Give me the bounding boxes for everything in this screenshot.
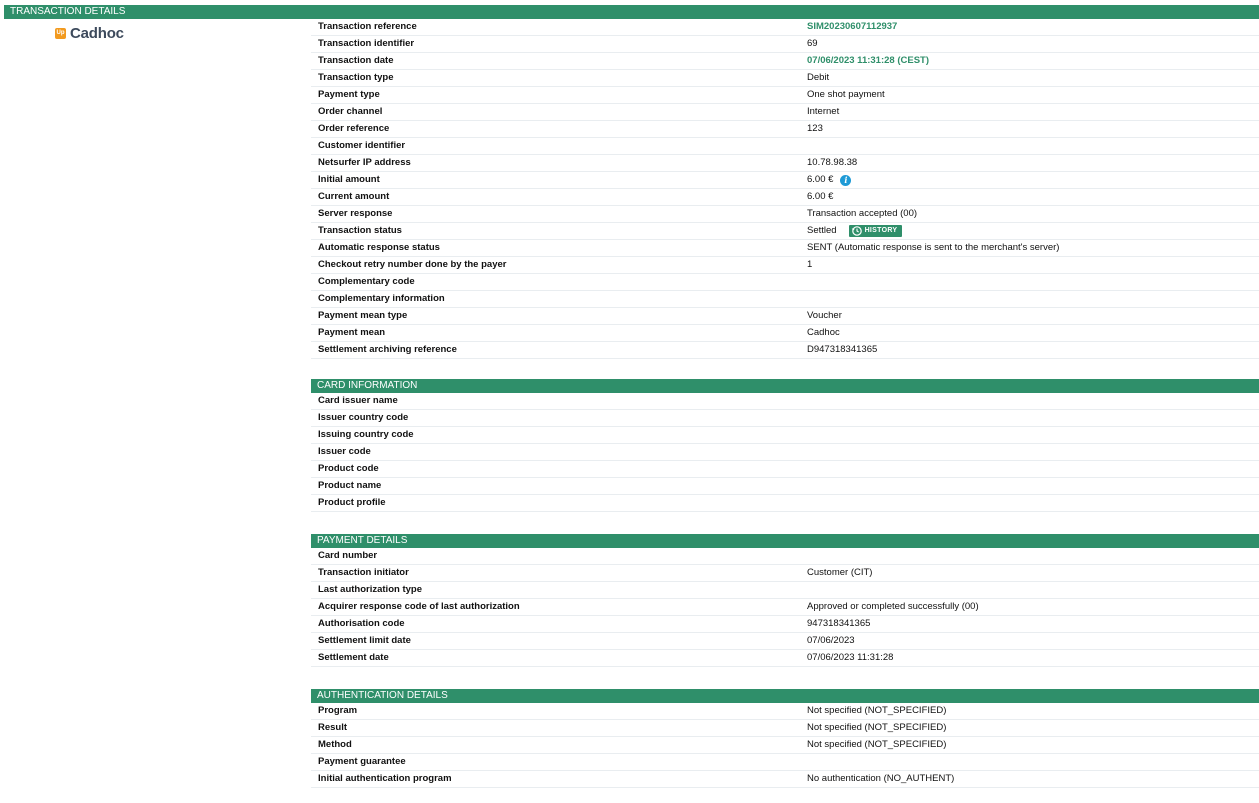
field-label: Product code bbox=[318, 463, 379, 474]
row-server-response bbox=[311, 206, 1259, 223]
field-label: Last authorization type bbox=[318, 584, 422, 595]
row-customer-identifier bbox=[311, 138, 1259, 155]
field-value-text: 123 bbox=[807, 123, 823, 134]
field-label: Transaction identifier bbox=[318, 38, 415, 49]
row-authorisation-code bbox=[311, 616, 1259, 633]
field-value-text: Internet bbox=[807, 106, 840, 117]
field-value-text: 07/06/2023 11:31:28 (CEST) bbox=[807, 55, 929, 66]
row-netsurfer-ip-address bbox=[311, 155, 1259, 172]
field-value-text: Voucher bbox=[807, 310, 842, 321]
field-label: Settlement date bbox=[318, 652, 389, 663]
field-label: Payment type bbox=[318, 89, 380, 100]
row-transaction-status bbox=[311, 223, 1259, 240]
card-information-rows bbox=[311, 393, 1259, 512]
authentication-details-rows bbox=[311, 703, 1259, 788]
logo-name: Cadhoc bbox=[70, 24, 124, 42]
row-initial-authentication-program bbox=[311, 771, 1259, 788]
card-information-header: CARD INFORMATION bbox=[311, 379, 1259, 393]
top-section-header bbox=[4, 5, 1259, 19]
row-order-channel bbox=[311, 104, 1259, 121]
top-section-title: TRANSACTION DETAILS bbox=[10, 6, 126, 17]
row-result bbox=[311, 720, 1259, 737]
field-label: Server response bbox=[318, 208, 393, 219]
row-transaction-initiator bbox=[311, 565, 1259, 582]
payment-details-section bbox=[311, 534, 1259, 667]
field-value bbox=[807, 87, 885, 103]
row-transaction-type bbox=[311, 70, 1259, 87]
field-value-text: Transaction accepted (00) bbox=[807, 208, 918, 219]
field-label: Complementary information bbox=[318, 293, 445, 304]
field-value bbox=[807, 206, 917, 222]
field-value-text: D947318341365 bbox=[807, 344, 878, 355]
field-value bbox=[807, 19, 897, 35]
field-label: Payment mean bbox=[318, 327, 386, 338]
field-value-text: Debit bbox=[807, 72, 830, 83]
field-label: Card number bbox=[318, 550, 378, 561]
row-current-amount bbox=[311, 189, 1259, 206]
row-complementary-information bbox=[311, 291, 1259, 308]
field-label: Product name bbox=[318, 480, 382, 491]
field-value bbox=[807, 599, 979, 615]
row-method bbox=[311, 737, 1259, 754]
field-label: Transaction reference bbox=[318, 21, 417, 32]
row-product-code bbox=[311, 461, 1259, 478]
field-label: Customer identifier bbox=[318, 140, 406, 151]
row-settlement-limit-date bbox=[311, 633, 1259, 650]
row-product-name bbox=[311, 478, 1259, 495]
row-acquirer-response-code-of-last-authorization bbox=[311, 599, 1259, 616]
field-value bbox=[807, 172, 851, 188]
field-label: Transaction status bbox=[318, 225, 402, 236]
field-value bbox=[807, 342, 877, 358]
field-label: Order reference bbox=[318, 123, 390, 134]
transaction-section bbox=[311, 19, 1259, 359]
field-value bbox=[807, 70, 829, 86]
history-clock-icon bbox=[851, 225, 863, 237]
row-transaction-reference bbox=[311, 19, 1259, 36]
field-value bbox=[807, 325, 840, 341]
field-value bbox=[807, 240, 1059, 256]
field-label: Authorisation code bbox=[318, 618, 405, 629]
field-label: Result bbox=[318, 722, 348, 733]
field-value bbox=[807, 189, 833, 205]
field-value-text: 6.00 € bbox=[807, 191, 834, 202]
field-value bbox=[807, 616, 870, 632]
row-payment-mean bbox=[311, 325, 1259, 342]
field-value-text: Customer (CIT) bbox=[807, 567, 873, 578]
row-transaction-date bbox=[311, 53, 1259, 70]
field-value-text: Not specified (NOT_SPECIFIED) bbox=[807, 722, 947, 733]
field-label: Card issuer name bbox=[318, 395, 398, 406]
field-value bbox=[807, 703, 946, 719]
field-value-text: 947318341365 bbox=[807, 618, 871, 629]
field-value-text: Settled bbox=[807, 225, 837, 236]
field-value-text: 07/06/2023 11:31:28 bbox=[807, 652, 894, 663]
field-value-text: 69 bbox=[807, 38, 818, 49]
field-value-text: 10.78.98.38 bbox=[807, 157, 858, 168]
field-label: Initial authentication program bbox=[318, 773, 452, 784]
row-payment-type bbox=[311, 87, 1259, 104]
field-value-text: No authentication (NO_AUTHENT) bbox=[807, 773, 955, 784]
field-label: Complementary code bbox=[318, 276, 415, 287]
field-label: Issuer code bbox=[318, 446, 371, 457]
row-issuing-country-code bbox=[311, 427, 1259, 444]
field-label: Transaction type bbox=[318, 72, 394, 83]
field-value-text: Approved or completed successfully (00) bbox=[807, 601, 979, 612]
row-checkout-retry-number-done-by-the-payer bbox=[311, 257, 1259, 274]
field-value bbox=[807, 565, 872, 581]
row-card-number bbox=[311, 548, 1259, 565]
field-label: Settlement archiving reference bbox=[318, 344, 457, 355]
cadhoc-logo bbox=[55, 25, 124, 41]
field-label: Automatic response status bbox=[318, 242, 440, 253]
row-settlement-date bbox=[311, 650, 1259, 667]
row-last-authorization-type bbox=[311, 582, 1259, 599]
row-card-issuer-name bbox=[311, 393, 1259, 410]
payment-details-rows bbox=[311, 548, 1259, 667]
payment-details-header: PAYMENT DETAILS bbox=[311, 534, 1259, 548]
card-information-section bbox=[311, 379, 1259, 512]
field-label: Checkout retry number done by the payer bbox=[318, 259, 507, 270]
field-value-text: 07/06/2023 bbox=[807, 635, 855, 646]
row-settlement-archiving-reference bbox=[311, 342, 1259, 359]
field-value-text: Not specified (NOT_SPECIFIED) bbox=[807, 739, 947, 750]
field-label: Method bbox=[318, 739, 352, 750]
transaction-rows bbox=[311, 19, 1259, 359]
field-label: Order channel bbox=[318, 106, 383, 117]
field-value bbox=[807, 308, 842, 324]
field-value bbox=[807, 737, 946, 753]
field-value-text: 6.00 € bbox=[807, 174, 834, 185]
field-value bbox=[807, 155, 857, 171]
field-label: Issuer country code bbox=[318, 412, 409, 423]
row-complementary-code bbox=[311, 274, 1259, 291]
field-value bbox=[807, 771, 954, 787]
field-label: Transaction date bbox=[318, 55, 394, 66]
field-value bbox=[807, 633, 855, 649]
row-issuer-code bbox=[311, 444, 1259, 461]
row-order-reference bbox=[311, 121, 1259, 138]
row-initial-amount bbox=[311, 172, 1259, 189]
field-label: Settlement limit date bbox=[318, 635, 411, 646]
field-value-text: Cadhoc bbox=[807, 327, 840, 338]
field-label: Product profile bbox=[318, 497, 386, 508]
row-product-profile bbox=[311, 495, 1259, 512]
info-icon[interactable]: i bbox=[840, 175, 851, 186]
authentication-details-header: AUTHENTICATION DETAILS bbox=[311, 689, 1259, 703]
row-issuer-country-code bbox=[311, 410, 1259, 427]
field-value bbox=[807, 720, 946, 736]
row-transaction-identifier bbox=[311, 36, 1259, 53]
field-label: Netsurfer IP address bbox=[318, 157, 411, 168]
field-label: Transaction initiator bbox=[318, 567, 409, 578]
field-label: Issuing country code bbox=[318, 429, 414, 440]
field-value-text: One shot payment bbox=[807, 89, 885, 100]
row-payment-guarantee bbox=[311, 754, 1259, 771]
row-automatic-response-status bbox=[311, 240, 1259, 257]
row-program bbox=[311, 703, 1259, 720]
field-value-text: 1 bbox=[807, 259, 813, 270]
field-label: Initial amount bbox=[318, 174, 380, 185]
field-value bbox=[807, 121, 823, 137]
history-button-label: HISTORY bbox=[864, 227, 898, 234]
field-value bbox=[807, 257, 812, 273]
field-value bbox=[807, 104, 839, 120]
field-value bbox=[807, 36, 818, 52]
field-value-text: SIM20230607112937 bbox=[807, 21, 898, 32]
field-value bbox=[807, 223, 902, 239]
field-value bbox=[807, 650, 893, 666]
field-value-text: Not specified (NOT_SPECIFIED) bbox=[807, 705, 947, 716]
row-payment-mean-type bbox=[311, 308, 1259, 325]
field-value-text: SENT (Automatic response is sent to the merchant's server) bbox=[807, 242, 1060, 253]
field-label: Payment mean type bbox=[318, 310, 408, 321]
field-label: Payment guarantee bbox=[318, 756, 406, 767]
field-label: Program bbox=[318, 705, 358, 716]
field-label: Acquirer response code of last authorization bbox=[318, 601, 520, 612]
up-logo-icon: Up bbox=[55, 28, 66, 39]
field-label: Current amount bbox=[318, 191, 390, 202]
authentication-details-section bbox=[311, 689, 1259, 788]
field-value bbox=[807, 53, 929, 69]
history-button[interactable] bbox=[849, 225, 903, 237]
